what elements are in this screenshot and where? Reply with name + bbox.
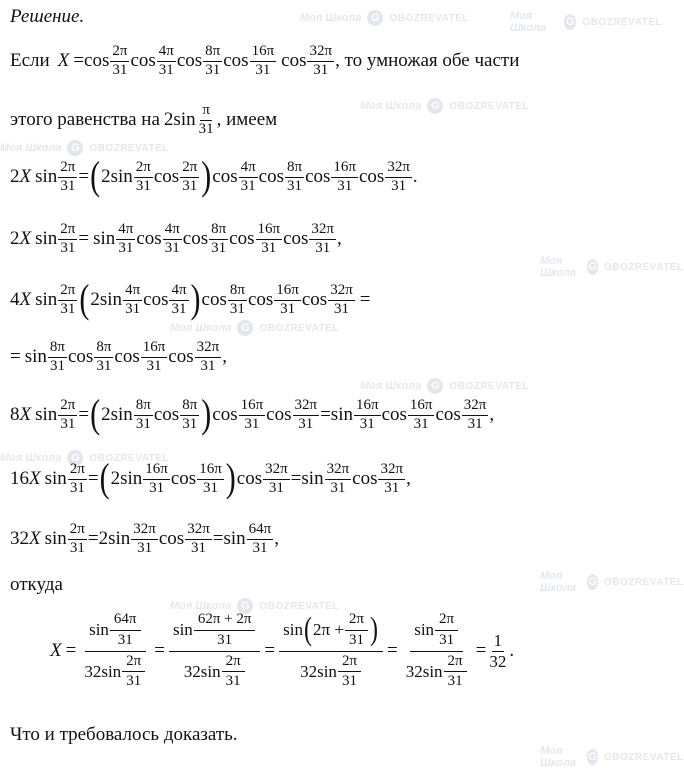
fraction: $\frac{2\pi}{31}$ bbox=[69, 461, 85, 496]
conclusion-text: Что и требовалось доказать. bbox=[10, 724, 238, 745]
watermark-logo-icon: G bbox=[588, 261, 597, 273]
equation-4: = sin $\frac{8\pi}{31}$ cos $\frac{8\pi}{31}$ cos $\frac{16\pi}{31}$ cos $\frac{32\pi}{31}$ , bbox=[10, 339, 227, 374]
watermark: Моя Школа G OBOZREVATEL bbox=[360, 380, 530, 392]
equation-5: 8 X sin $\frac{2\pi}{31}$ = ( 2sin $\frac{8\pi}{31}$ cos $\frac{8\pi}{31}$ ) cos $\frac{16\pi}{31}$ cos $\frac{32\pi}{31}$ = sin $\frac{16\pi}{31}$ cos $\frac{16\pi}{31}$ cos $\frac{32\pi}{31}$ , bbox=[10, 392, 495, 437]
equation-6: 16 X sin $\frac{2\pi}{31}$ = ( 2sin $\frac{16\pi}{31}$ cos $\frac{16\pi}{31}$ ) cos $\frac{32\pi}{31}$ = sin $\frac{32\pi}{31}$ cos $\frac{32\pi}{31}$ , bbox=[10, 456, 411, 501]
fraction: $\frac{8\pi}{31}$ bbox=[229, 282, 245, 317]
intro-line-2: этого равенства на 2sin $\frac{\pi}{31}$ , имеем bbox=[10, 102, 278, 137]
fraction: $\frac{64\pi}{31}$ bbox=[110, 612, 141, 649]
watermark-logo-icon: G bbox=[237, 320, 253, 336]
big-fraction: sin $\frac{2\pi}{31}$ 32sin $\frac{2\pi}{31}$ bbox=[402, 612, 472, 690]
fraction: $\frac{2\pi}{31}$ bbox=[222, 654, 245, 691]
result-fraction: $\frac{1}{32}$ bbox=[489, 630, 507, 671]
fraction: $\frac{2\pi}{31}$ bbox=[112, 43, 128, 78]
fraction: $\frac{32\pi}{31}$ bbox=[133, 521, 156, 556]
fraction: $\frac{32\pi}{31}$ bbox=[330, 282, 353, 317]
watermark-logo-icon: G bbox=[67, 140, 83, 156]
fraction: $\frac{16\pi}{31}$ bbox=[145, 461, 168, 496]
fraction: $\frac{2\pi}{31}$ bbox=[60, 282, 76, 317]
watermark: Моя Школа G OBOZREVATEL bbox=[540, 745, 684, 769]
intro-line: Если X = cos $\frac{2\pi}{31}$ cos $\frac{4\pi}{31}$ cos $\frac{8\pi}{31}$ cos $\frac{16\pi}{31}$ cos $\frac{32\pi}{31}$ , то умножая обе части bbox=[10, 43, 520, 78]
fraction: $\frac{32\pi}{31}$ bbox=[187, 521, 210, 556]
fraction: $\frac{2\pi}{31}$ bbox=[60, 397, 76, 432]
fraction: $\frac{4\pi}{31}$ bbox=[164, 221, 180, 256]
watermark: Моя Школа G OBOZREVATEL bbox=[0, 452, 170, 464]
otkuda-text: откуда bbox=[10, 574, 63, 595]
fraction: $\frac{16\pi}{31}$ bbox=[257, 221, 281, 256]
equation-1: 2 X sin $\frac{2\pi}{31}$ = ( 2sin $\frac{2\pi}{31}$ cos $\frac{2\pi}{31}$ ) cos $\frac{4\pi}{31}$ cos $\frac{8\pi}{31}$ cos $\frac{16\pi}{31}$ cos $\frac{32\pi}{31}$ . bbox=[10, 154, 418, 199]
big-fraction: sin $\frac{62\pi + 2\pi}{31}$ 32sin $\frac{2\pi}{31}$ bbox=[169, 612, 260, 690]
fraction: $\frac{32\pi}{31}$ bbox=[196, 339, 220, 374]
fraction: $\frac{4\pi}{31}$ bbox=[118, 221, 134, 256]
fraction: $\frac{16\pi}{31}$ bbox=[333, 159, 356, 194]
fraction: $\frac{4\pi}{31}$ bbox=[125, 282, 141, 317]
fraction: $\frac{2\pi}{31}$ bbox=[345, 612, 368, 649]
fraction: $\frac{16\pi}{31}$ bbox=[251, 43, 275, 78]
watermark-logo-icon: G bbox=[565, 16, 575, 28]
fraction: $\frac{32\pi}{31}$ bbox=[387, 159, 410, 194]
fraction: $\frac{4\pi}{31}$ bbox=[240, 159, 256, 194]
watermark-logo-icon: G bbox=[427, 98, 443, 114]
watermark: Моя Школа G OBOZREVATEL bbox=[300, 12, 470, 24]
fraction: $\frac{32\pi}{31}$ bbox=[309, 43, 333, 78]
fraction: $\frac{32\pi}{31}$ bbox=[380, 461, 404, 496]
big-fraction: sin ( 2π + $\frac{2\pi}{31}$ ) 32sin $\frac{2\pi}{31}$ bbox=[279, 612, 383, 690]
watermark: Моя Школа G OBOZREVATEL bbox=[540, 570, 684, 594]
final-equation: X = sin $\frac{64\pi}{31}$ 32sin $\frac{2\pi}{31}$ = sin $\frac{62\pi + 2\pi}{31}$ 32sin $\frac{2\pi}{31}$ = sin ( 2π + $\frac{2\pi}{31}$ ) 32sin $\frac{2\pi}{31}$ = sin $\frac{2\pi}{31}$ 32sin $\frac{2\pi}{31}$ = $\frac{1}{32}$ . bbox=[50, 611, 515, 690]
watermark-logo-icon: G bbox=[588, 751, 597, 763]
big-fraction: sin $\frac{64\pi}{31}$ 32sin $\frac{2\pi}{31}$ bbox=[80, 612, 150, 690]
fraction: $\frac{2\pi}{31}$ bbox=[444, 654, 467, 691]
fraction: $\frac{32\pi}{31}$ bbox=[294, 397, 318, 432]
watermark: Моя Школа G OBOZREVATEL bbox=[170, 600, 340, 612]
watermark: Моя Школа G OBOZREVATEL bbox=[0, 142, 170, 154]
equation-7: 32 X sin $\frac{2\pi}{31}$ = 2sin $\frac{32\pi}{31}$ cos $\frac{32\pi}{31}$ = sin $\frac{64\pi}{31}$ , bbox=[10, 521, 279, 556]
fraction: $\frac{4\pi}{31}$ bbox=[158, 43, 174, 78]
equation-2: 2 X sin $\frac{2\pi}{31}$ = sin $\frac{4\pi}{31}$ cos $\frac{4\pi}{31}$ cos $\frac{8\pi}{31}$ cos $\frac{16\pi}{31}$ cos $\frac{32\pi}{31}$ , bbox=[10, 221, 342, 256]
equation-3: 4 X sin $\frac{2\pi}{31}$ ( 2sin $\frac{4\pi}{31}$ cos $\frac{4\pi}{31}$ ) cos $\frac{8\pi}{31}$ cos $\frac{16\pi}{31}$ cos $\frac{32\pi}{31}$ = bbox=[10, 277, 371, 322]
fraction: $\frac{8\pi}{31}$ bbox=[211, 221, 227, 256]
fraction: $\frac{16\pi}{31}$ bbox=[240, 397, 264, 432]
fraction: $\frac{32\pi}{31}$ bbox=[311, 221, 334, 256]
watermark: Моя Школа G OBOZREVATEL bbox=[510, 10, 662, 34]
fraction: $\frac{16\pi}{31}$ bbox=[409, 397, 433, 432]
fraction: $\frac{2\pi}{31}$ bbox=[122, 654, 145, 691]
fraction: $\frac{16\pi}{31}$ bbox=[355, 397, 379, 432]
fraction: $\frac{16\pi}{31}$ bbox=[142, 339, 166, 374]
fraction: $\frac{8\pi}{31}$ bbox=[135, 397, 151, 432]
fraction: $\frac{2\pi}{31}$ bbox=[338, 654, 361, 691]
fraction: $\frac{8\pi}{31}$ bbox=[205, 43, 221, 78]
fraction: $\frac{16\pi}{31}$ bbox=[276, 282, 299, 317]
fraction: $\frac{64\pi}{31}$ bbox=[248, 521, 272, 556]
fraction: $\frac{32\pi}{31}$ bbox=[463, 397, 487, 432]
fraction: $\frac{2\pi}{31}$ bbox=[69, 521, 85, 556]
fraction: $\frac{2\pi}{31}$ bbox=[135, 159, 151, 194]
fraction: $\frac{2\pi}{31}$ bbox=[60, 221, 76, 256]
watermark-logo-icon: G bbox=[367, 10, 383, 26]
fraction: $\frac{2\pi}{31}$ bbox=[182, 159, 198, 194]
fraction: $\frac{32\pi}{31}$ bbox=[326, 461, 350, 496]
fraction: $\frac{32\pi}{31}$ bbox=[265, 461, 288, 496]
watermark-logo-icon: G bbox=[67, 450, 83, 466]
fraction: $\frac{16\pi}{31}$ bbox=[199, 461, 222, 496]
fraction: $\frac{62\pi + 2\pi}{31}$ bbox=[194, 612, 256, 649]
fraction: $\frac{8\pi}{31}$ bbox=[182, 397, 198, 432]
watermark: Моя Школа G OBOZREVATEL bbox=[170, 322, 340, 334]
fraction: $\frac{8\pi}{31}$ bbox=[287, 159, 303, 194]
watermark: Моя Школа G OBOZREVATEL bbox=[360, 100, 530, 112]
watermark-logo-icon: G bbox=[427, 378, 443, 394]
solution-heading: Решение. bbox=[10, 6, 85, 27]
watermark-logo-icon: G bbox=[237, 598, 253, 614]
watermark: Моя Школа G OBOZREVATEL bbox=[540, 255, 684, 279]
fraction: $\frac{4\pi}{31}$ bbox=[171, 282, 187, 317]
watermark-logo-icon: G bbox=[588, 576, 597, 588]
fraction: $\frac{2\pi}{31}$ bbox=[60, 159, 76, 194]
fraction: $\frac{2\pi}{31}$ bbox=[435, 612, 458, 649]
fraction: $\frac{8\pi}{31}$ bbox=[49, 339, 65, 374]
fraction: $\frac{8\pi}{31}$ bbox=[96, 339, 112, 374]
fraction: $\frac{\pi}{31}$ bbox=[198, 102, 214, 137]
